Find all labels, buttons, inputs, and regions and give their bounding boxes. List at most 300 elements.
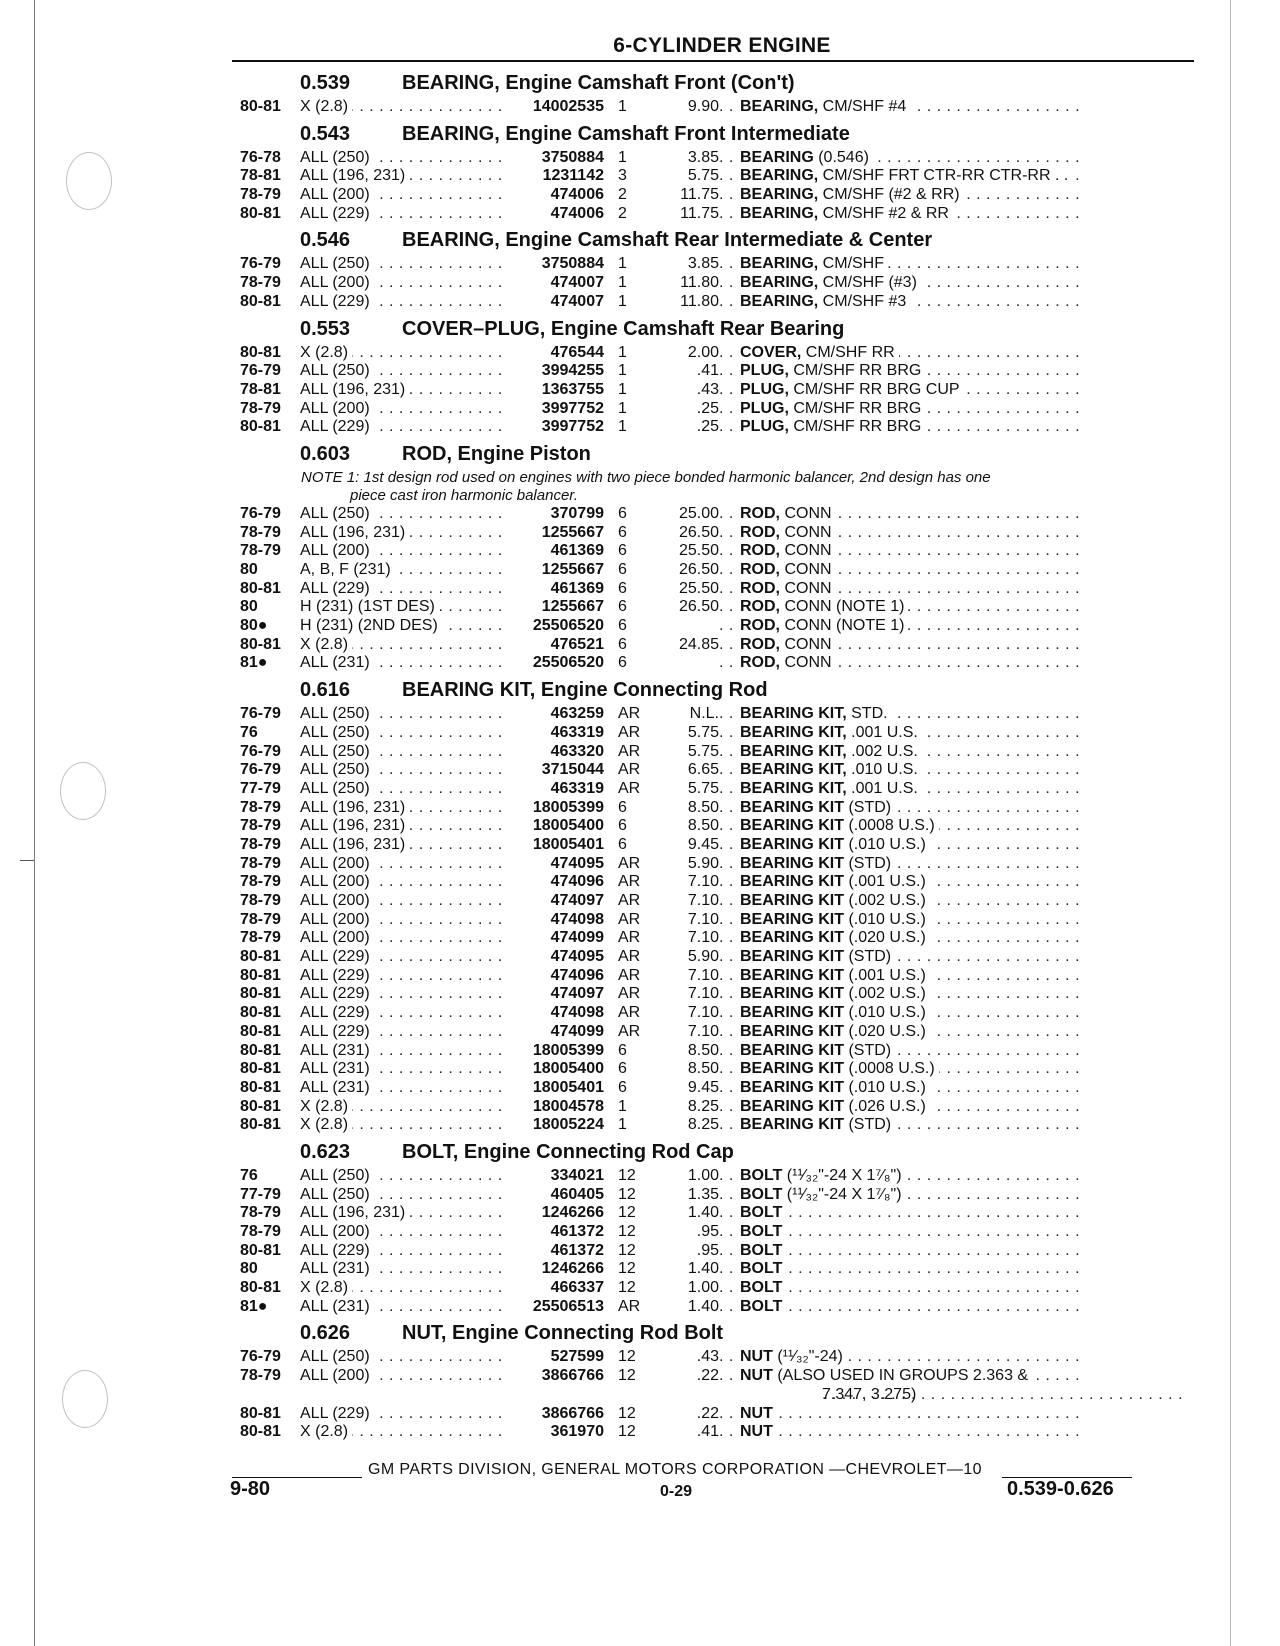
quantity: 12: [618, 1223, 636, 1240]
description-detail: CM/SHF #2 & RR: [818, 204, 949, 222]
part-number: 18005401: [532, 835, 604, 853]
application-text: ALL (250): [300, 255, 374, 272]
price: 25.50: [678, 579, 719, 597]
description-text: [740, 505, 836, 522]
application: [300, 149, 502, 168]
footer-page-number: 0-29: [660, 1483, 693, 1500]
table-row: [240, 967, 1200, 986]
section-heading: [240, 223, 1200, 255]
model-year: 80-81: [240, 1116, 281, 1134]
catalog-section: [240, 437, 1200, 673]
table-row: [240, 561, 1200, 580]
description-name: ROD,: [740, 635, 780, 653]
description-text: [740, 1060, 939, 1077]
description-text: [740, 985, 930, 1002]
part-number: 3866766: [541, 1367, 604, 1385]
description-detail: CONN: [780, 635, 832, 653]
application-text: H (231) (2ND DES): [300, 617, 442, 634]
part-number: 361970: [550, 1423, 604, 1441]
quantity: 6: [618, 635, 627, 653]
description-detail: CM/SHF RR BRG: [788, 399, 922, 417]
description-text: [740, 598, 908, 615]
note-text-continued: piece cast iron harmonic balancer.: [350, 486, 578, 504]
description: [719, 836, 1079, 855]
table-row: [240, 654, 1200, 673]
description-text: [740, 1186, 906, 1203]
description-text: [740, 1348, 847, 1365]
application-text: ALL (250): [300, 1186, 374, 1203]
description-text: [740, 636, 836, 653]
application-text: ALL (196, 231): [300, 524, 409, 541]
part-number: 18005224: [532, 1116, 604, 1134]
description-name: BOLT: [740, 1297, 783, 1315]
application: [300, 1260, 502, 1279]
model-year: 80-81: [240, 292, 281, 310]
description-name: ROD,: [740, 561, 780, 578]
price: 6.65: [687, 761, 719, 779]
description-name: BEARING KIT,: [740, 723, 847, 741]
quantity: 6: [618, 835, 627, 853]
description-text: [740, 780, 922, 797]
part-number: 18005399: [532, 1041, 604, 1059]
model-year: 78-79: [240, 892, 281, 909]
section-heading: [240, 1135, 1200, 1167]
description-name: BEARING KIT: [740, 966, 844, 984]
description-text: [740, 1223, 786, 1240]
section-title: BOLT, Engine Connecting Rod Cap: [402, 1140, 734, 1163]
application-text: X (2.8): [300, 1098, 352, 1115]
quantity: 6: [618, 561, 627, 578]
application-text: ALL (231): [300, 1042, 374, 1059]
part-number: 474099: [550, 929, 604, 947]
description-name: COVER,: [740, 343, 802, 361]
model-year: 78-79: [240, 854, 281, 872]
application: [300, 167, 502, 186]
quantity: 12: [618, 1423, 636, 1441]
description-detail: CONN: [780, 523, 832, 541]
description-detail: CM/SHF #3: [818, 292, 907, 310]
description-name: BEARING KIT: [740, 1097, 844, 1115]
model-year: 80-81: [240, 1097, 281, 1115]
description-name: BEARING KIT: [740, 892, 844, 909]
price: 5.90: [687, 854, 719, 872]
description: [719, 1042, 1079, 1061]
part-number: 1255667: [541, 598, 604, 616]
model-year: 80-81: [240, 418, 281, 436]
part-number: 25506520: [532, 617, 604, 635]
application: [300, 1004, 502, 1023]
description-name: NUT: [740, 1423, 773, 1441]
section-code: 0.553: [300, 317, 351, 340]
description: [719, 780, 1079, 799]
table-row: [240, 911, 1200, 930]
description-detail: (.026 U.S.): [844, 1097, 926, 1115]
description: [719, 1298, 1079, 1317]
section-code: 0.603: [300, 442, 351, 465]
quantity: 6: [618, 523, 627, 541]
application: [300, 1242, 502, 1261]
description: [719, 855, 1079, 874]
model-year: 78-79: [240, 542, 281, 560]
description: [719, 967, 1079, 986]
description-name: BEARING KIT: [740, 1060, 844, 1078]
price: [644, 617, 719, 636]
application-text: ALL (229): [300, 293, 374, 310]
description-detail: (.010 U.S.): [844, 1004, 926, 1022]
application-text: ALL (200): [300, 929, 374, 946]
price: .41: [696, 362, 719, 380]
quantity: AR: [618, 985, 641, 1003]
table-row: [240, 743, 1200, 762]
section-title: NUT, Engine Connecting Rod Bolt: [402, 1322, 724, 1345]
application-text: ALL (200): [300, 1367, 374, 1384]
part-number: 3997752: [541, 418, 604, 436]
quantity: 6: [618, 617, 627, 635]
model-year: 80: [240, 1260, 258, 1278]
table-row: [240, 1042, 1200, 1061]
description-text: [740, 1242, 786, 1259]
application: [300, 524, 502, 543]
table-row: [240, 1004, 1200, 1023]
table-row: [240, 274, 1200, 293]
table-row: [240, 705, 1200, 724]
model-year: 81●: [240, 1297, 268, 1315]
price: 7.10: [687, 873, 719, 891]
part-number: 474007: [550, 274, 604, 292]
part-number: 461369: [550, 579, 604, 597]
price: 7.10: [687, 985, 719, 1003]
description-detail: (STD): [844, 948, 892, 966]
price: 7.10: [687, 1022, 719, 1040]
quantity: 1: [618, 343, 627, 361]
description: [719, 418, 1079, 437]
application-text: ALL (229): [300, 1023, 374, 1040]
price: 7.10: [687, 910, 719, 928]
description: [719, 1186, 1079, 1205]
quantity: 12: [618, 1204, 636, 1222]
description-name: BEARING,: [740, 186, 819, 204]
model-year: 80-81: [240, 1041, 281, 1059]
description-text: [740, 149, 873, 166]
application: [300, 799, 502, 818]
quantity: 3: [618, 167, 627, 185]
description: [719, 1405, 1079, 1424]
description-text: [740, 836, 930, 853]
description-detail: (ALSO USED IN GROUPS 2.363 &: [772, 1367, 1029, 1385]
application-text: ALL (229): [300, 580, 374, 597]
section-title: BEARING, Engine Camshaft Front (Con't): [402, 72, 795, 94]
description-name: ROD,: [740, 579, 780, 597]
description-text: [740, 705, 892, 722]
table-row: [240, 186, 1200, 205]
application: [300, 1116, 502, 1135]
description-name: BEARING,: [740, 255, 819, 273]
description-name: BEARING KIT,: [740, 742, 847, 760]
application-text: ALL (229): [300, 418, 374, 435]
part-number: 334021: [550, 1166, 604, 1184]
description-text: [740, 617, 908, 634]
model-year: 77-79: [240, 1185, 281, 1203]
description-text: [740, 761, 922, 778]
application-text: ALL (229): [300, 967, 374, 984]
price: 1.00: [687, 1279, 719, 1297]
description-detail: CONN: [780, 654, 832, 672]
application: [300, 505, 502, 524]
part-number: 476544: [550, 343, 604, 361]
margin-tick: [20, 860, 34, 861]
section-heading: [240, 437, 1200, 469]
description-detail: CM/SHF (#2 & RR): [818, 186, 960, 204]
table-row: [240, 524, 1200, 543]
description-text: [740, 855, 895, 872]
price: .43: [696, 1348, 719, 1366]
description-detail: (.0008 U.S.): [844, 817, 935, 835]
description: [719, 761, 1079, 780]
table-row: [240, 724, 1200, 743]
table-row: [240, 1260, 1200, 1279]
quantity: AR: [618, 910, 641, 928]
price: 8.25: [687, 1116, 719, 1134]
table-row: [240, 1204, 1200, 1223]
table-row: [240, 892, 1200, 911]
part-number: 474006: [550, 186, 604, 204]
quantity: 12: [618, 1348, 636, 1366]
description-name: BOLT: [740, 1185, 783, 1203]
description-name: BEARING KIT: [740, 985, 844, 1003]
description-text: [740, 381, 964, 398]
section-code: 0.539: [300, 72, 351, 94]
section-note: [240, 469, 1200, 505]
quantity: 1: [618, 1097, 627, 1115]
application: [300, 186, 502, 205]
description-detail: .010 U.S.: [846, 761, 918, 779]
part-number: 463259: [550, 705, 604, 723]
table-row: [240, 1186, 1200, 1205]
price: 7.10: [687, 1004, 719, 1022]
application: [300, 1423, 502, 1442]
part-number: 474095: [550, 948, 604, 966]
quantity: 6: [618, 1060, 627, 1078]
quantity: 1: [618, 292, 627, 310]
description: [719, 1242, 1079, 1261]
price: 5.75: [687, 167, 719, 185]
description: [719, 617, 1079, 636]
description-text: [740, 205, 953, 222]
part-number: 476521: [550, 635, 604, 653]
description-text: [740, 1079, 930, 1096]
description-name: ROD,: [740, 654, 780, 672]
application-text: ALL (229): [300, 1242, 374, 1259]
description-name: BOLT: [740, 1166, 783, 1184]
description-detail: CM/SHF: [818, 255, 885, 273]
part-number: 14002535: [532, 98, 604, 115]
quantity: AR: [618, 761, 641, 779]
description: [719, 1023, 1079, 1042]
application: [300, 205, 502, 224]
description: [719, 255, 1079, 274]
application-text: ALL (200): [300, 1223, 374, 1240]
description-name: PLUG,: [740, 362, 789, 380]
application: [300, 580, 502, 599]
description-name: BEARING KIT,: [740, 705, 847, 723]
application-text: ALL (250): [300, 149, 374, 166]
table-row: [240, 780, 1200, 799]
price: 1.40: [687, 1297, 719, 1315]
table-row: [240, 505, 1200, 524]
application: [300, 1079, 502, 1098]
description-text: [740, 967, 930, 984]
description-name: BEARING KIT: [740, 873, 844, 891]
part-number: 25506520: [532, 654, 604, 672]
description-text: [740, 817, 939, 834]
description-text: [740, 799, 895, 816]
table-row: [240, 1279, 1200, 1298]
application-text: ALL (250): [300, 1348, 374, 1365]
description-name: BEARING,: [740, 167, 819, 185]
description-detail: .002 U.S.: [846, 742, 918, 760]
price: 3.85: [687, 255, 719, 273]
application-text: ALL (250): [300, 1167, 374, 1184]
model-year: 78-79: [240, 835, 281, 853]
application: [300, 1279, 502, 1298]
table-row: [240, 948, 1200, 967]
description: [719, 381, 1079, 400]
model-year: 80-81: [240, 204, 281, 222]
table-row: [240, 1405, 1200, 1424]
part-number: 18005400: [532, 817, 604, 835]
application: [300, 274, 502, 293]
description-name: BEARING KIT: [740, 1078, 844, 1096]
description-name: BEARING KIT: [740, 854, 844, 872]
table-row: [240, 617, 1200, 636]
description: [719, 524, 1079, 543]
price: 8.50: [687, 817, 719, 835]
application: [300, 98, 502, 117]
description: [719, 743, 1079, 762]
application: [300, 1405, 502, 1424]
model-year: 81●: [240, 654, 268, 672]
quantity: 2: [618, 204, 627, 222]
application-text: ALL (196, 231): [300, 817, 409, 834]
description: [719, 911, 1079, 930]
description-text: [740, 362, 925, 379]
quantity: 6: [618, 504, 627, 522]
description-detail: CM/SHF #4: [818, 98, 907, 115]
part-number: 474095: [550, 854, 604, 872]
price: 1.40: [687, 1260, 719, 1278]
description: [719, 186, 1079, 205]
description-detail: CM/SHF RR BRG CUP: [788, 380, 960, 398]
quantity: 1: [618, 1116, 627, 1134]
price: 1.40: [687, 1204, 719, 1222]
description-text: [740, 167, 1072, 184]
application-text: ALL (229): [300, 1405, 374, 1422]
application-text: ALL (231): [300, 1079, 374, 1096]
description: [719, 149, 1079, 168]
description-detail: (.002 U.S.): [844, 892, 926, 909]
application-text: ALL (231): [300, 1060, 374, 1077]
application-text: X (2.8): [300, 98, 352, 115]
catalog-section: [240, 312, 1200, 437]
footer-date: 9-80: [230, 1478, 271, 1500]
model-year: 78-81: [240, 380, 281, 398]
price: 8.50: [687, 1041, 719, 1059]
model-year: 78-79: [240, 1204, 281, 1222]
description-name: ROD,: [740, 523, 780, 541]
price: 11.75: [680, 186, 719, 204]
model-year: 76: [240, 1166, 258, 1184]
description-text: [740, 418, 925, 435]
application-text: ALL (231): [300, 654, 374, 671]
binder-hole-bottom: [62, 1370, 108, 1428]
part-number: 474097: [550, 985, 604, 1003]
section-title: BEARING, Engine Camshaft Rear Intermediate & Center: [402, 229, 933, 252]
application: [300, 344, 502, 363]
catalog-section: [240, 1316, 1200, 1441]
section-heading: [240, 673, 1200, 705]
part-number: 18005401: [532, 1078, 604, 1096]
application-text: ALL (196, 231): [300, 799, 409, 816]
catalog-section: [240, 1135, 1200, 1317]
part-number: 474098: [550, 910, 604, 928]
description-text: [740, 1004, 930, 1021]
section-title: ROD, Engine Piston: [402, 442, 591, 465]
price: [644, 654, 719, 673]
description: [719, 98, 1079, 117]
model-year: 80-81: [240, 579, 281, 597]
description-detail: CONN: [780, 504, 832, 522]
description-continued: [822, 1386, 1182, 1405]
table-row: [240, 873, 1200, 892]
table-row: [240, 205, 1200, 224]
table-row: [240, 542, 1200, 561]
model-year: 78-81: [240, 167, 281, 185]
footer-publisher: GM PARTS DIVISION, GENERAL MOTORS CORPORATION —CHEVROLET—10: [368, 1461, 982, 1478]
application-text: A, B, F (231): [300, 561, 395, 578]
table-row: [240, 1023, 1200, 1042]
description-detail: CONN (NOTE 1): [780, 598, 905, 616]
part-number: 463319: [550, 779, 604, 797]
table-row: [240, 167, 1200, 186]
model-year: 78-79: [240, 817, 281, 835]
description: [719, 1204, 1079, 1223]
price: 11.75: [680, 204, 719, 222]
application-text: ALL (250): [300, 362, 374, 379]
price: 25.00: [678, 504, 719, 522]
quantity: 1: [618, 380, 627, 398]
model-year: 80-81: [240, 948, 281, 966]
model-year: 78-79: [240, 929, 281, 947]
catalog-section: [240, 223, 1200, 311]
section-heading: [240, 117, 1200, 149]
description-detail: .001 U.S.: [846, 723, 918, 741]
application: [300, 1348, 502, 1367]
model-year: 80-81: [240, 985, 281, 1003]
quantity: 12: [618, 1166, 636, 1184]
description: [719, 817, 1079, 836]
price: 25.50: [678, 542, 719, 560]
price: 26.50: [678, 561, 719, 578]
description: [719, 1423, 1079, 1442]
part-number: 463319: [550, 723, 604, 741]
table-row: [240, 1079, 1200, 1098]
description-name: NUT: [740, 1404, 773, 1422]
description: [719, 636, 1079, 655]
application-text: X (2.8): [300, 344, 352, 361]
quantity: 6: [618, 1041, 627, 1059]
table-row: [240, 580, 1200, 599]
application: [300, 873, 502, 892]
